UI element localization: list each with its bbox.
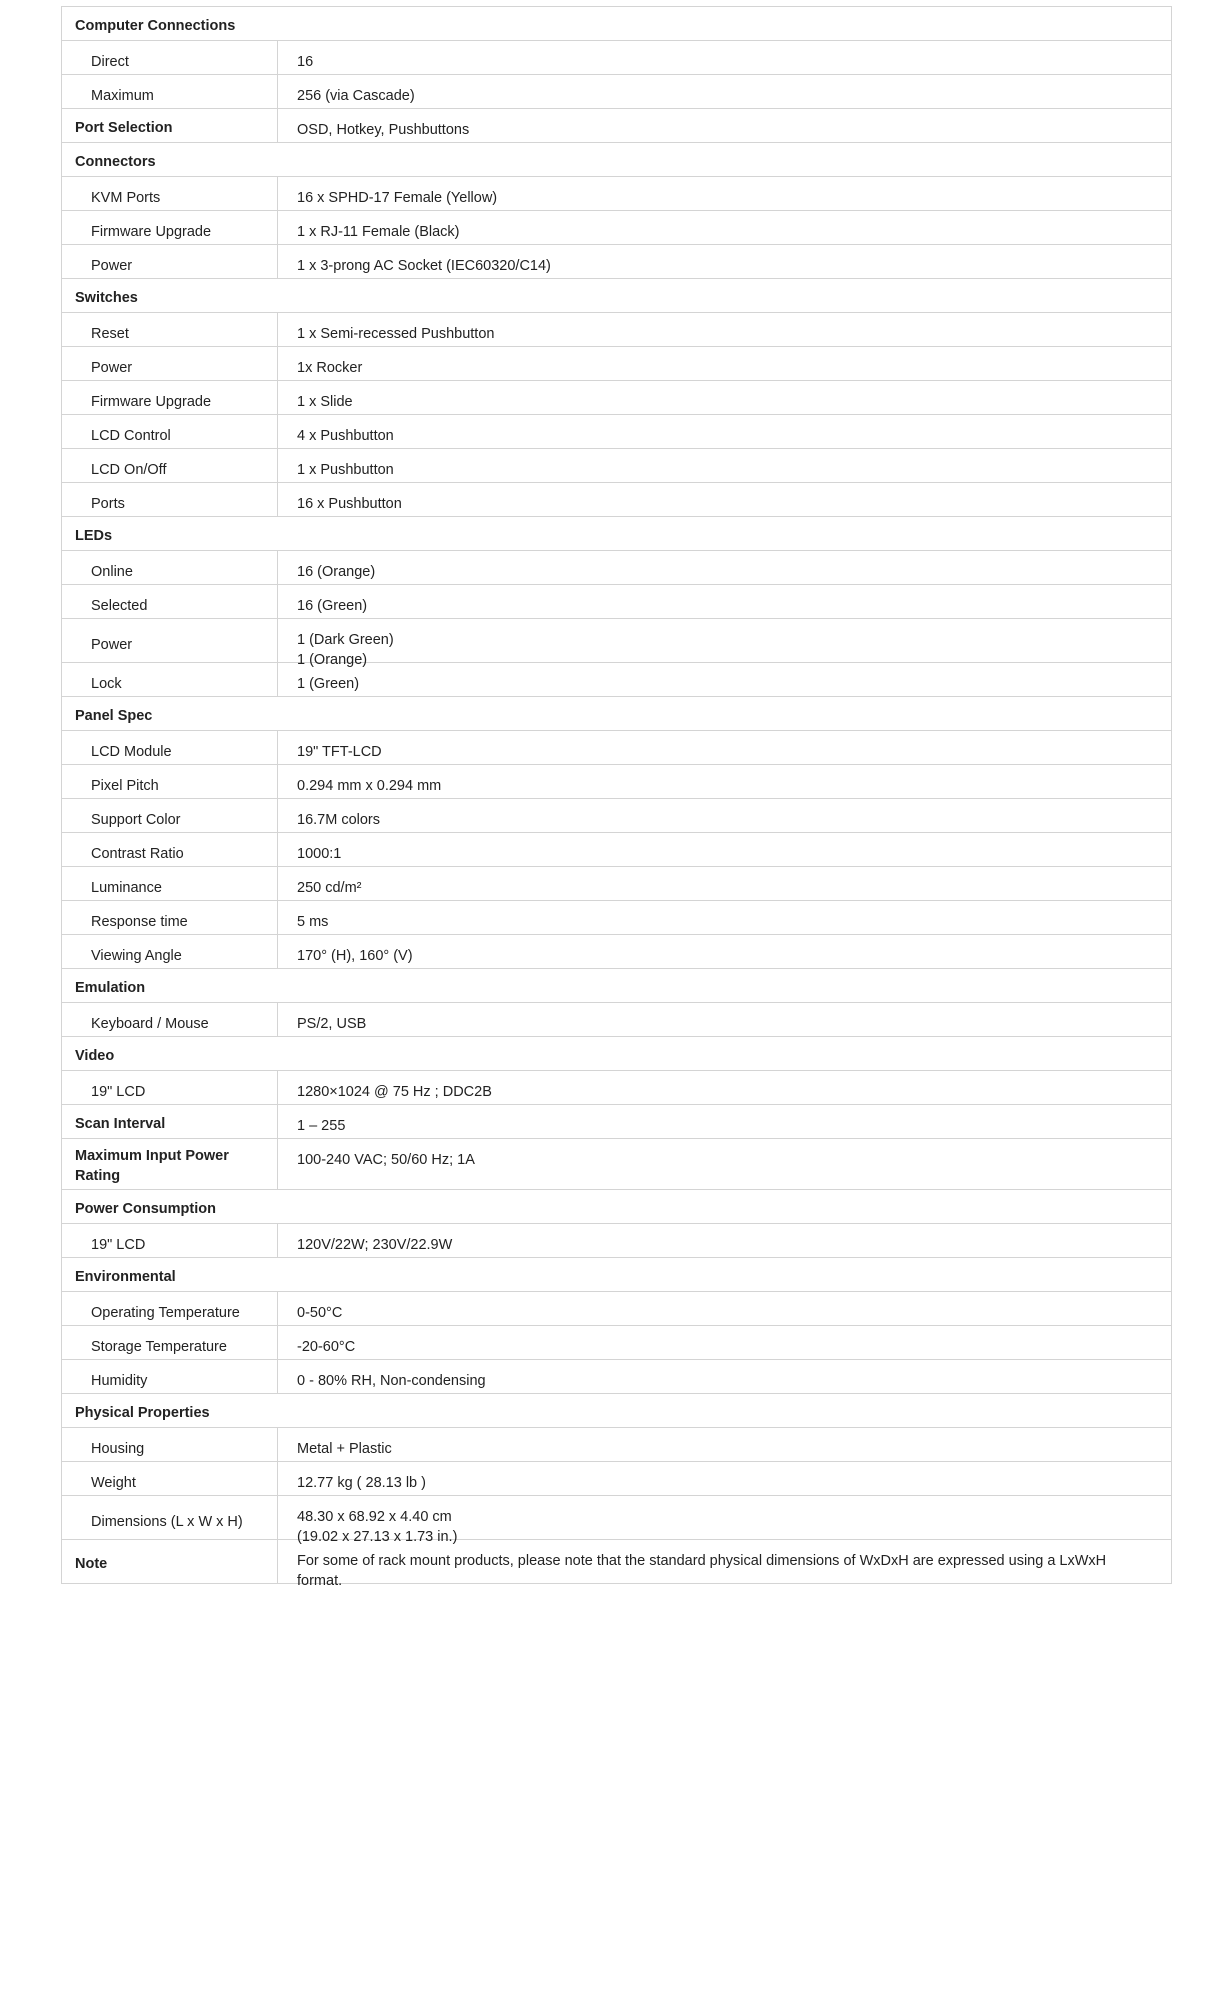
spec-label: Contrast Ratio (62, 833, 278, 866)
section-row (61, 143, 1172, 177)
spec-value: 16.7M colors (297, 812, 381, 828)
spec-row (61, 1326, 1172, 1360)
spec-row (61, 731, 1172, 765)
spec-row (61, 211, 1172, 245)
spec-label: Lock (62, 663, 278, 696)
spec-value: 1 (Green) (297, 676, 360, 692)
spec-row (61, 415, 1172, 449)
spec-row (61, 245, 1172, 279)
spec-row (61, 663, 1172, 697)
spec-label: Firmware Upgrade (62, 211, 278, 244)
spec-value: -20-60°C (297, 1339, 356, 1355)
section-title: Panel Spec (75, 707, 153, 724)
spec-heading: Maximum Input Power Rating (62, 1139, 278, 1189)
spec-value: 170° (H), 160° (V) (297, 948, 413, 964)
spec-value: 19" TFT-LCD (297, 744, 382, 760)
spec-value: 1280×1024 @ 75 Hz ; DDC2B (297, 1084, 492, 1100)
spec-value: OSD, Hotkey, Pushbuttons (297, 122, 470, 138)
spec-label: Power (62, 619, 278, 662)
section-row (61, 1037, 1172, 1071)
spec-row (61, 381, 1172, 415)
spec-row (61, 449, 1172, 483)
spec-value: 1 x Slide (297, 394, 353, 410)
spec-value: 16 x SPHD-17 Female (Yellow) (297, 190, 498, 206)
spec-label: Firmware Upgrade (62, 381, 278, 414)
spec-value: 16 x Pushbutton (297, 496, 402, 512)
spec-row (61, 1540, 1172, 1589)
section-title: Video (75, 1047, 115, 1064)
spec-heading: Port Selection (62, 109, 278, 142)
spec-value: 1 x Pushbutton (297, 462, 394, 478)
spec-label: Luminance (62, 867, 278, 900)
spec-row (61, 1360, 1172, 1394)
spec-heading: Note (62, 1540, 278, 1583)
spec-row (61, 1292, 1172, 1326)
spec-label: Viewing Angle (62, 935, 278, 968)
spec-label: 19" LCD (62, 1071, 278, 1104)
spec-value: 256 (via Cascade) (297, 88, 415, 104)
section-row (61, 6, 1172, 41)
spec-value: 1 x Semi-recessed Pushbutton (297, 326, 495, 342)
spec-label: Operating Temperature (62, 1292, 278, 1325)
spec-row (61, 1224, 1172, 1258)
section-row (61, 969, 1172, 1003)
spec-row (61, 619, 1172, 668)
spec-row (61, 833, 1172, 867)
spec-label: Ports (62, 483, 278, 516)
spec-label: Reset (62, 313, 278, 346)
spec-value: 100-240 VAC; 50/60 Hz; 1A (297, 1152, 475, 1168)
section-row (61, 1258, 1172, 1292)
spec-value: 5 ms (297, 914, 329, 930)
spec-row (61, 901, 1172, 935)
spec-value: 1000:1 (297, 846, 342, 862)
spec-label: LCD Control (62, 415, 278, 448)
spec-row (61, 1139, 1172, 1190)
spec-label: Power (62, 347, 278, 380)
spec-label: 19" LCD (62, 1224, 278, 1257)
spec-value: 1 x 3-prong AC Socket (IEC60320/C14) (297, 258, 551, 274)
section-row (61, 1190, 1172, 1224)
spec-row (61, 313, 1172, 347)
spec-value: 16 (Orange) (297, 564, 376, 580)
spec-value: 12.77 kg ( 28.13 lb ) (297, 1475, 426, 1491)
spec-label: Dimensions (L x W x H) (62, 1496, 278, 1539)
spec-label: Maximum (62, 75, 278, 108)
spec-row (61, 867, 1172, 901)
spec-row (61, 347, 1172, 381)
section-title: Computer Connections (75, 17, 236, 34)
section-title: Physical Properties (75, 1404, 210, 1421)
spec-value: 120V/22W; 230V/22.9W (297, 1237, 453, 1253)
spec-label: Online (62, 551, 278, 584)
spec-row (61, 109, 1172, 143)
spec-row (61, 483, 1172, 517)
spec-label: Storage Temperature (62, 1326, 278, 1359)
spec-label: Pixel Pitch (62, 765, 278, 798)
spec-row (61, 1496, 1172, 1545)
spec-value: 1 (Dark Green) 1 (Orange) (297, 632, 394, 668)
spec-row (61, 585, 1172, 619)
spec-value: 0-50°C (297, 1305, 343, 1321)
spec-label: Housing (62, 1428, 278, 1461)
section-title: Emulation (75, 979, 146, 996)
spec-label: Response time (62, 901, 278, 934)
spec-value: 0 - 80% RH, Non-condensing (297, 1373, 486, 1389)
spec-value: 16 (Green) (297, 598, 368, 614)
spec-value: 16 (297, 54, 314, 70)
spec-label: LCD Module (62, 731, 278, 764)
spec-row (61, 1105, 1172, 1139)
section-title: Switches (75, 289, 138, 306)
section-row (61, 697, 1172, 731)
spec-row (61, 1428, 1172, 1462)
spec-value: Metal + Plastic (297, 1441, 392, 1457)
spec-label: LCD On/Off (62, 449, 278, 482)
spec-row (61, 1462, 1172, 1496)
section-title: LEDs (75, 527, 113, 544)
spec-row (61, 551, 1172, 585)
spec-row (61, 177, 1172, 211)
spec-value: 1x Rocker (297, 360, 363, 376)
spec-value: For some of rack mount products, please note that the standard physical dimensions of WxDxH are expressed using a LxWxH format. (297, 1553, 1107, 1589)
spec-label: Keyboard / Mouse (62, 1003, 278, 1036)
spec-value: 0.294 mm x 0.294 mm (297, 778, 442, 794)
spec-row (61, 41, 1172, 75)
section-title: Power Consumption (75, 1200, 216, 1217)
spec-label: Direct (62, 41, 278, 74)
spec-heading: Scan Interval (62, 1105, 278, 1138)
spec-label: KVM Ports (62, 177, 278, 210)
spec-row (61, 799, 1172, 833)
spec-label: Weight (62, 1462, 278, 1495)
spec-value: 250 cd/m² (297, 880, 362, 896)
spec-value: 1 x RJ-11 Female (Black) (297, 224, 460, 240)
spec-value: 48.30 x 68.92 x 4.40 cm (19.02 x 27.13 x 1.73 in.) (297, 1509, 458, 1545)
spec-label: Power (62, 245, 278, 278)
spec-label: Support Color (62, 799, 278, 832)
spec-row (61, 75, 1172, 109)
spec-value: PS/2, USB (297, 1016, 367, 1032)
spec-value: 4 x Pushbutton (297, 428, 394, 444)
section-row (61, 517, 1172, 551)
section-row (61, 1394, 1172, 1428)
section-row (61, 279, 1172, 313)
spec-label: Humidity (62, 1360, 278, 1393)
section-title: Connectors (75, 153, 156, 170)
section-title: Environmental (75, 1268, 176, 1285)
spec-row (61, 1003, 1172, 1037)
spec-row (61, 765, 1172, 799)
spec-table (61, 6, 1172, 1589)
spec-row (61, 1071, 1172, 1105)
spec-label: Selected (62, 585, 278, 618)
spec-value: 1 – 255 (297, 1118, 346, 1134)
spec-row (61, 935, 1172, 969)
